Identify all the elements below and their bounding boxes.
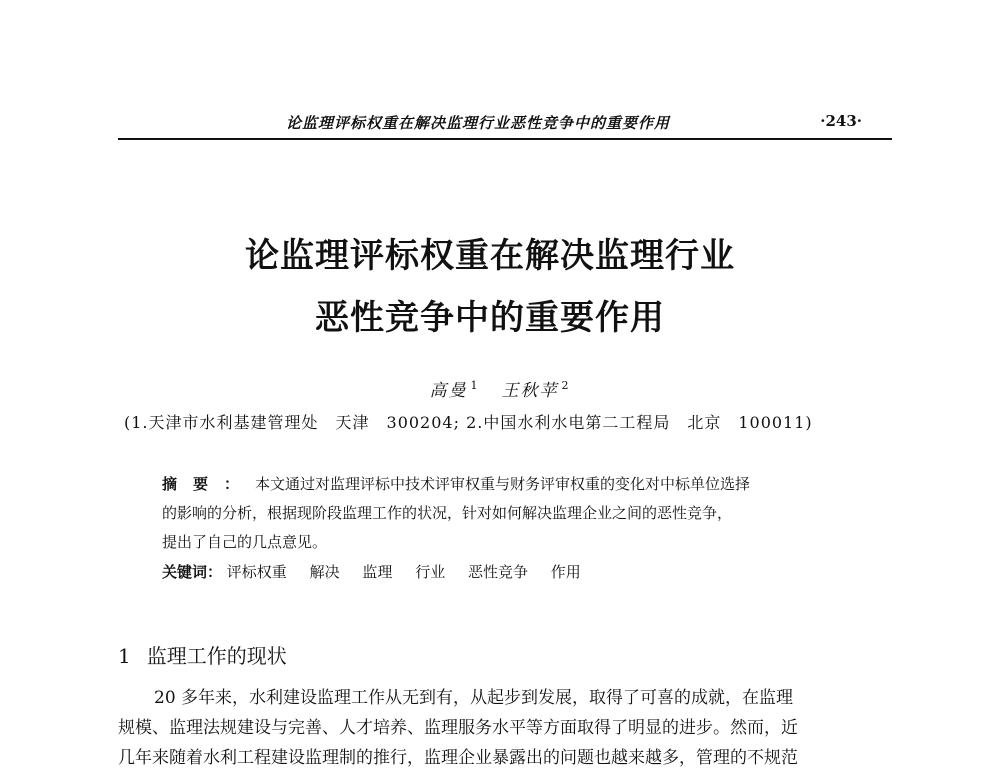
running-header xyxy=(118,112,892,140)
author-name: 高曼 xyxy=(429,381,468,401)
affiliations: (1.天津市水利基建管理处 天津 300204; 2.中国水利水电第二工程局 北京 100011) xyxy=(124,413,813,432)
keyword: 监理 xyxy=(362,563,393,581)
section-heading xyxy=(118,640,287,669)
running-title: 论监理评标权重在解决监理行业恶性竞争中的重要作用 xyxy=(286,114,671,132)
keyword: 行业 xyxy=(415,563,446,581)
keyword: 解决 xyxy=(309,563,340,581)
abstract xyxy=(162,470,862,557)
abstract-label: 摘要： xyxy=(162,475,256,493)
abstract-text: 本文通过对监理评标中技术评审权重与财务评审权重的变化对中标单位选择 xyxy=(255,475,751,493)
author-affiliation-mark: 2 xyxy=(561,379,571,393)
keyword: 作用 xyxy=(550,563,581,581)
body-line: 规模、监理法规建设与完善、人才培养、监理服务水平等方面取得了明显的进步。然而，近 xyxy=(118,718,798,738)
paper-title-line-1: 论监理评标权重在解决监理行业 xyxy=(245,236,735,276)
page-number: ·243· xyxy=(820,112,862,130)
keywords xyxy=(162,561,599,582)
author-list xyxy=(0,376,1000,401)
section-title: 监理工作的现状 xyxy=(146,644,287,668)
abstract-line xyxy=(162,470,862,499)
keyword: 恶性竞争 xyxy=(467,563,528,581)
section-number: 1 xyxy=(118,644,131,668)
body-line: 20 多年来，水利建设监理工作从无到有，从起步到发展，取得了可喜的成就，在监理 xyxy=(154,688,794,708)
abstract-line: 提出了自己的几点意见。 xyxy=(162,533,328,551)
body-line: 几年来随着水利工程建设监理制的推行，监理企业暴露出的问题也越来越多，管理的不规范 xyxy=(118,748,798,768)
paper-title-line-2: 恶性竞争中的重要作用 xyxy=(315,298,665,338)
author-name: 王秋苹 xyxy=(501,381,559,401)
author-affiliation-mark: 1 xyxy=(470,379,480,393)
abstract-line: 的影响的分析，根据现阶段监理工作的状况，针对如何解决监理企业之间的恶性竞争， xyxy=(162,504,733,522)
keyword: 评标权重 xyxy=(226,563,287,581)
keywords-label: 关键词： xyxy=(162,563,223,581)
